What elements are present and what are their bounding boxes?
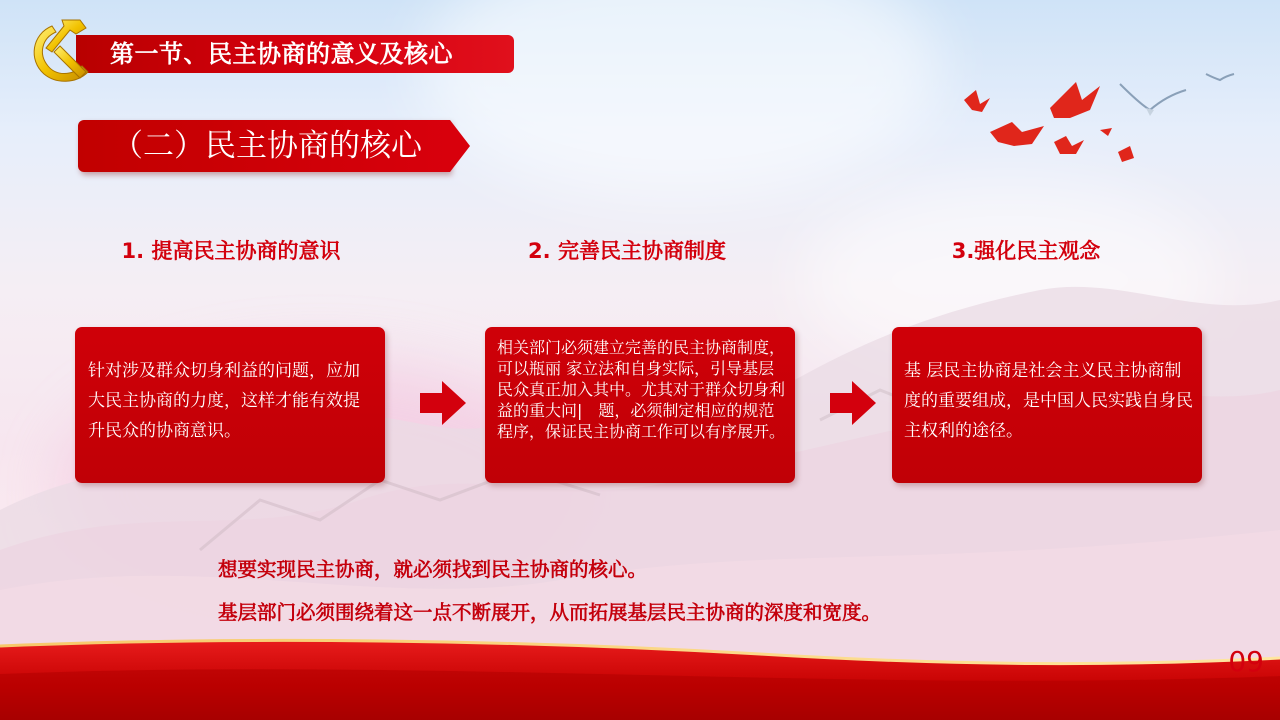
subtitle: （二）民主协商的核心	[112, 128, 422, 164]
party-emblem-icon	[22, 12, 106, 90]
section-title: 第一节、民主协商的意义及核心	[110, 40, 453, 68]
column-heading-2: 2. 完善民主协商制度	[528, 239, 726, 263]
flying-birds-icon	[950, 60, 1240, 180]
card-text-3: 基 层民主协商是社会主义民主协商制度的重要组成，是中国人民实践自身民主权利的途径。	[904, 361, 1193, 441]
summary-line-2: 基层部门必须围绕着这一点不断展开，从而拓展基层民主协商的深度和宽度。	[218, 601, 882, 624]
page-number: 09	[1228, 645, 1264, 678]
column-heading-3: 3.强化民主观念	[951, 239, 1101, 263]
card-text-1: 针对涉及群众切身利益的问题，应加大民主协商的力度，这样才能有效提升民众的协商意识。	[88, 361, 360, 441]
bottom-red-ribbon	[0, 636, 1280, 720]
summary-line-1: 想要实现民主协商，就必须找到民主协商的核心。	[218, 558, 648, 581]
column-heading-1: 1. 提高民主协商的意识	[121, 239, 341, 263]
right-arrow-icon	[420, 381, 466, 425]
background-glow	[420, 0, 940, 200]
right-arrow-icon	[830, 381, 876, 425]
card-text-2: 相关部门必须建立完善的民主协商制度，可以瓶丽 家立法和自身实际，引导基层民众真正加入其中。尤其对于群众切身利益的重大问| 题，必须制定相应的规范程序，保证民主协商工作可以有序展开。	[497, 338, 786, 441]
